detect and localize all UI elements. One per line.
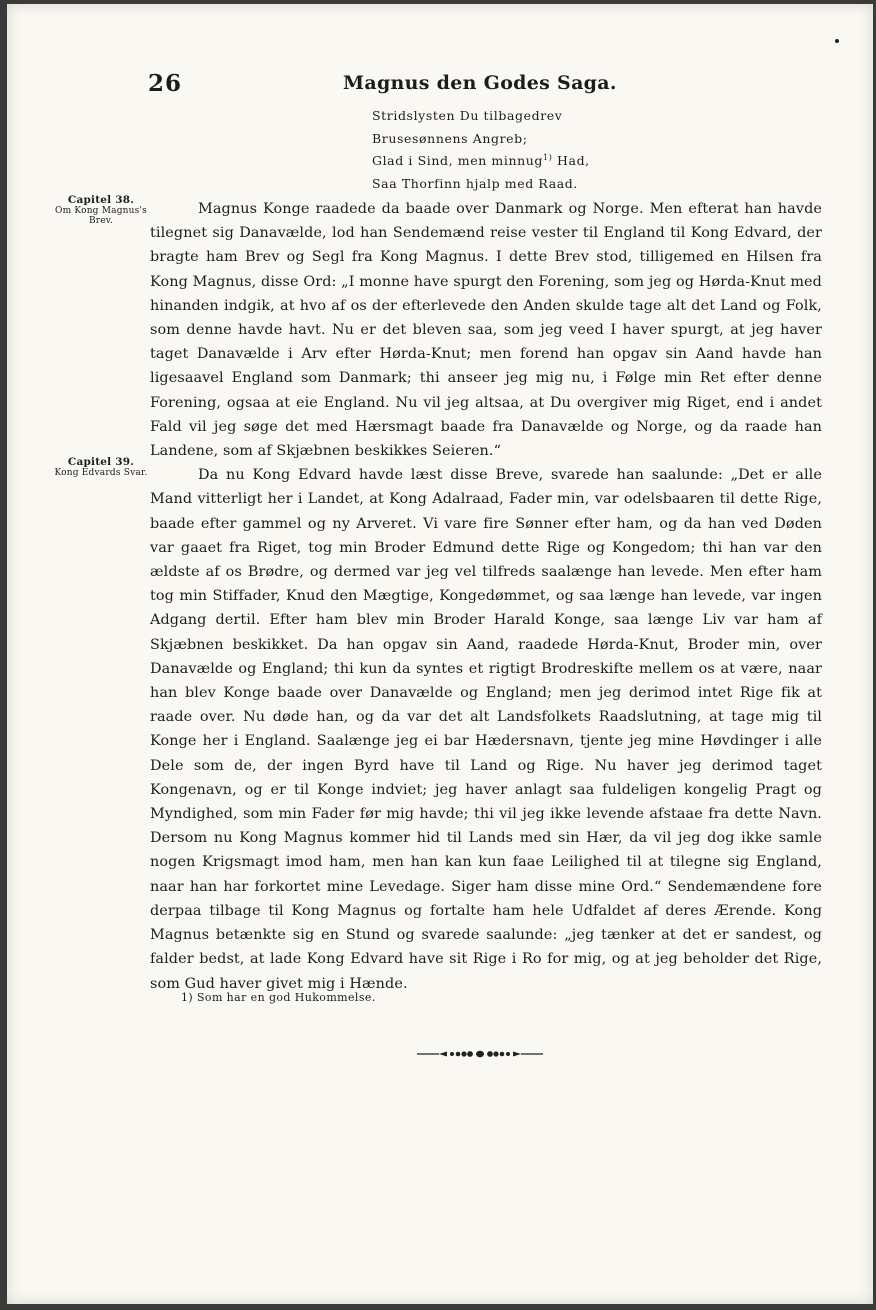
verse-line: Stridslysten Du tilbagedrev — [372, 108, 563, 123]
paragraph-chapter-39: Da nu Kong Edvard havde læst disse Breve, svarede han saalunde: „Det er alle Mand vitterligt her i Landet, at Kong Adalraad, Fader min, var odelsbaaren til dette Rige, baade efter gammel og ny Arveret. Vi vare fire Sønner efter ham, og da han ved Døden var gaaet fra Riget, tog min Broder Edmund dette Rige og Kongedom; thi han var den ældste af os Brødre, og dermed var jeg vel tilfreds saalænge han levede. Men efter ham tog min Stiffader, Knud den Mægtige, Kongedømmet, og saa længe han levede, var ingen Adgang dertil. Efter ham blev min Broder Harald Konge, saa længe Liv var ham af Skjæbnen beskikket. Da han opgav sin Aand, raadede Hørda-Knut, Broder min, over Danavælde og England; thi kun da syntes et rigtigt Brodreskifte mellem os at være, naar han blev Konge baade over Danavælde og England; men jeg derimod intet Rige fik at raade over. Nu døde han, og da var det alt Landsfolkets Raadslutning, at tage mig til Konge her i England. Saalænge jeg ei bar Hædersnavn, tjente jeg mine Høvdinger i alle Dele som de, der ingen Byrd have til Land og Rige. Nu haver jeg derimod taget Kongenavn, og er til Konge indviet; jeg haver anlagt saa fuldeligen kongelig Pragt og Myndighed, som min Fader før mig havde; thi vil jeg ikke levende afstaae fra dette Navn. Dersom nu Kong Magnus kommer hid til Lands med sin Hær, da vil jeg dog ikke samle nogen Krigsmagt imod ham, men han kan kun faae Leilighed til at tilegne sig England, naar han har forkortet mine Levedage. Siger ham disse mine Ord.“ Sendemændene fore derpaa tilbage til Kong Magnus og fortalte ham hele Udfaldet af deres Ærende. Kong Magnus betænkte sig en Stund og svarede saalunde: „jeg tænker at det er sandest, og falder bedst, at lade Kong Edvard have sit Rige i Ro for mig, og at jeg beholder det Rige, som Gud haver givet mig i Hænde. — [150, 467, 822, 992]
margin-chapter-subject: Kong Edvards Svar. — [54, 468, 148, 478]
margin-note-chapter-38 — [53, 195, 149, 226]
end-ornament — [417, 1048, 543, 1060]
margin-note-chapter-39 — [53, 457, 149, 478]
ink-speck — [835, 39, 839, 43]
footnote-marker: 1) — [543, 152, 553, 162]
margin-chapter-label: Capitel 39. — [67, 456, 135, 468]
book-page — [7, 4, 873, 1304]
footnote: 1) Som har en god Hukommelse. — [181, 991, 376, 1004]
paragraph-chapter-38: Magnus Konge raadede da baade over Danmark og Norge. Men efterat han havde tilegnet sig Danavælde, lod han Sendemænd reise vester til England til Kong Edvard, der bragte ham Brev og Segl fra Kong Magnus. I dette Brev stod, tilligemed en Hilsen fra Kong Magnus, disse Ord: „I monne have spurgt den Forening, som jeg og Hørda-Knut med hinanden indgik, at hvo af os der efterlevede den Anden skulde tage alt det Land og Folk, som denne havde havt. Nu er det bleven saa, som jeg veed I haver spurgt, at jeg haver taget Danavælde i Arv efter Hørda-Knut; men forend han opgav sin Aand havde han ligesaavel England som Danmark; thi anseer jeg mig nu, i Følge min Ret efter denne Forening, ogsaa at eie England. Nu vil jeg altsaa, at Du overgiver mig Riget, end i andet Fald vil jeg søge det med Hærsmagt baade fra Danavælde og Norge, og da raade han Landene, som af Skjæbnen beskikkes Seieren.“ — [150, 201, 822, 460]
margin-chapter-label: Capitel 38. — [67, 194, 135, 206]
verse-line: Brusesønnens Angreb; — [372, 130, 528, 146]
verse-stanza — [372, 105, 590, 195]
page-number: 26 — [148, 70, 183, 97]
margin-chapter-subject: Om Kong Magnus's Brev. — [55, 206, 147, 226]
verse-line-tail: Had, — [552, 153, 590, 168]
verse-line-text: Glad i Sind, men minnug — [372, 153, 544, 168]
body-text — [150, 197, 822, 996]
verse-line-with-note — [372, 150, 590, 173]
running-title: Magnus den Godes Saga. — [343, 72, 617, 94]
verse-line: Saa Thorfinn hjalp med Raad. — [372, 175, 578, 191]
